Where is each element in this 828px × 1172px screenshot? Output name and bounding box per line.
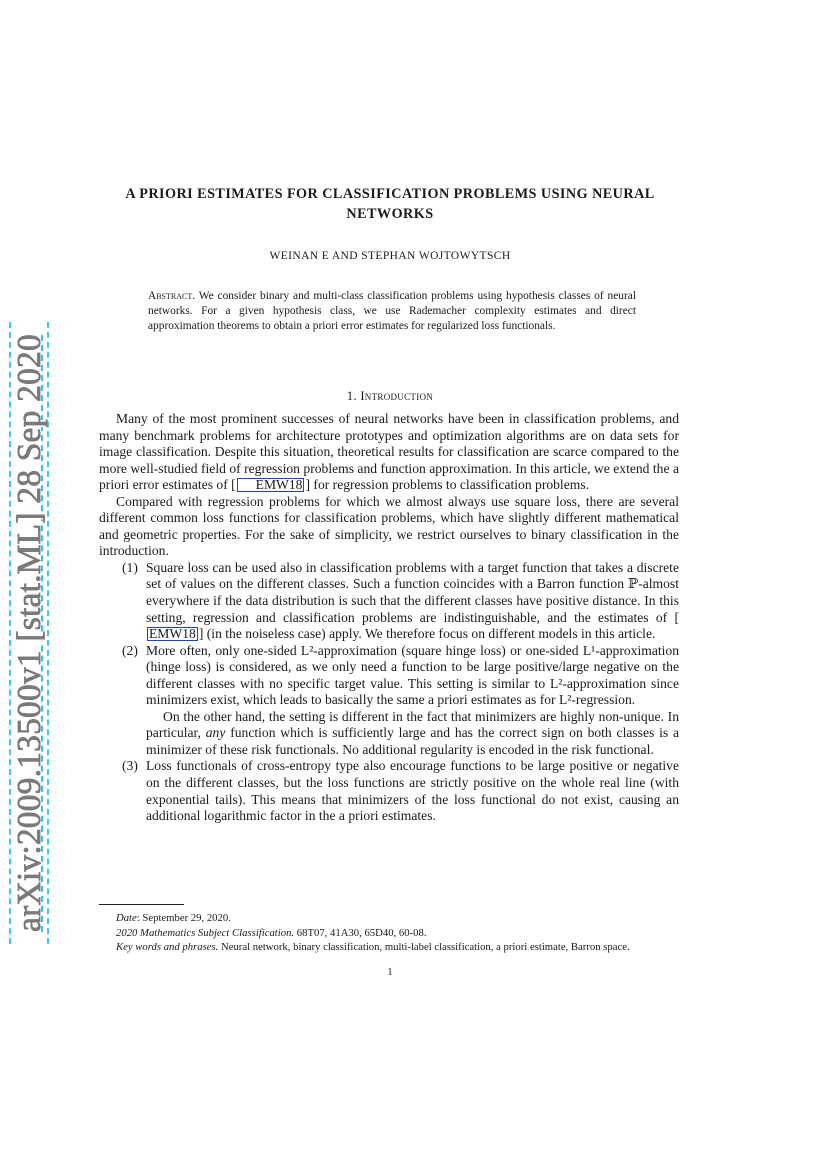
enumerated-list [99, 560, 679, 825]
footnote-label: Date [116, 912, 137, 924]
citation-link[interactable]: EMW18 [237, 478, 305, 492]
footnote-msc [99, 926, 679, 941]
section-number: 1. [346, 389, 357, 403]
list-item-continuation [146, 709, 679, 759]
footnotes [99, 911, 679, 955]
footnote-label: 2020 Mathematics Subject Classification. [116, 926, 295, 939]
footnote-value: : September 29, 2020. [136, 912, 231, 924]
abstract-label: Abstract. [148, 290, 196, 302]
page-number: 1 [387, 967, 393, 978]
list-item [99, 758, 679, 824]
section-title: Introduction [360, 389, 434, 403]
list-item-text-part: Square loss can be used also in classification problems with a target function that takes a discrete set of values on the different classes. Such a function coincides with a Barron function ℙ-almost everywhere if the data distribution is such that the different classes have positive distance. In this setting, regression and classification problems are indistinguishable, and the estimates of [146, 559, 679, 625]
paragraph: Compared with regression problems for which we almost always use square loss, there are several different common loss functions for classification problems, which have slightly different mathematical and geometric properties. For the sake of simplicity, we restrict ourselves to binary classification in the introduction. [99, 493, 679, 559]
list-item-number: (3) [122, 758, 138, 774]
arxiv-stamp [4, 322, 56, 944]
list-item-text-part: (in the noiseless case) apply. We therefore focus on different models in this article. [206, 626, 656, 642]
paragraph: Many of the most prominent successes of neural networks have been in classification problems, and many benchmark problems for architecture prototypes and optimization algorithms are on data sets for image classification. Despite this situation, theoretical results for classification are scarce compared to the more well-studied field of regression problems and function approximation. In this article, we extend the a priori error estimates of [ EMW18 ] for regression problems to classification problems. [99, 411, 679, 493]
list-item-number: (1) [122, 559, 138, 575]
paragraph-text: for regression problems to classification problems. [313, 477, 590, 493]
arxiv-id[interactable]: arXiv:2009.13500v1 [stat.ML] 28 Sep 2020 [11, 334, 49, 932]
footnote-date [99, 911, 679, 926]
list-item-text: Square loss can be used also in classification problems with a target function that takes a discrete set of values on the different classes. Such a function coincides with a Barron function ℙ-almost everywhere if the data distribution is such that the different classes have positive distance. In this setting, regression and classification problems are indistinguishable, and the estimates of [EMW18 ] (in the noiseless case) apply. We therefore focus on different models in this article. [146, 559, 679, 642]
footnote-divider [99, 904, 184, 905]
paper-authors: WEINAN E AND STEPHAN WOJTOWYTSCH [269, 250, 511, 262]
list-item-text-part: On the other hand, the setting is different in the fact that minimizers are highly non-unique. In particular, [146, 708, 679, 741]
abstract-text: We consider binary and multi-class classification problems using hypothesis classes of neural networks. For a given hypothesis class, we use Rademacher complexity estimates and direct approximation theorems to obtain a priori error estimates for regularized loss functionals. [148, 290, 636, 333]
paper-title: A PRIORI ESTIMATES FOR CLASSIFICATION PROBLEMS USING NEURAL NETWORKS [125, 186, 655, 222]
section-heading [110, 389, 670, 404]
list-item-text: More often, only one-sided L²-approximation (square hinge loss) or one-sided L¹-approximation (hinge loss) is considered, as we only need a function to be large positive/large negative on the different classes with no specific target value. This setting is similar to L²-approximation since minimizers exist, which leads to basically the same a priori estimates as for L²-regression. [146, 642, 679, 708]
list-item [99, 643, 679, 759]
list-item-number: (2) [122, 642, 138, 658]
emphasis: any [205, 725, 226, 741]
abstract [148, 289, 636, 335]
footnote-value: Neural network, binary classification, multi-label classification, a priori estimate, Barron space. [221, 941, 630, 954]
footnote-label: Key words and phrases. [116, 941, 219, 954]
paragraph-text: Many of the most prominent successes of neural networks have been in classification problems, and many benchmark problems for architecture prototypes and optimization algorithms are on data sets for image classification. Despite this situation, theoretical results for classification are scarce compared to the more well-studied field of regression problems and function approximation. In this article, we extend the a priori error estimates of [99, 411, 679, 493]
list-item [99, 560, 679, 643]
list-item-text-part: function which is sufficiently large and has the correct sign on both classes is a minimizer of these risk functionals. No additional regularity is encoded in the risk functional. [146, 725, 679, 757]
list-item-text: Loss functionals of cross-entropy type also encourage functions to be large positive or negative on the different classes, but the loss functions are strictly positive on the whole real line (with exponential tails). This means that minimizers of the loss functional do not exist, causing an additional logarithmic factor in the a priori estimates. [146, 758, 679, 824]
footnote-keywords [99, 940, 679, 955]
body-text [99, 411, 679, 825]
footnote-value: 68T07, 41A30, 65D40, 60-08. [296, 926, 427, 939]
citation-link[interactable]: EMW18 [149, 626, 196, 642]
